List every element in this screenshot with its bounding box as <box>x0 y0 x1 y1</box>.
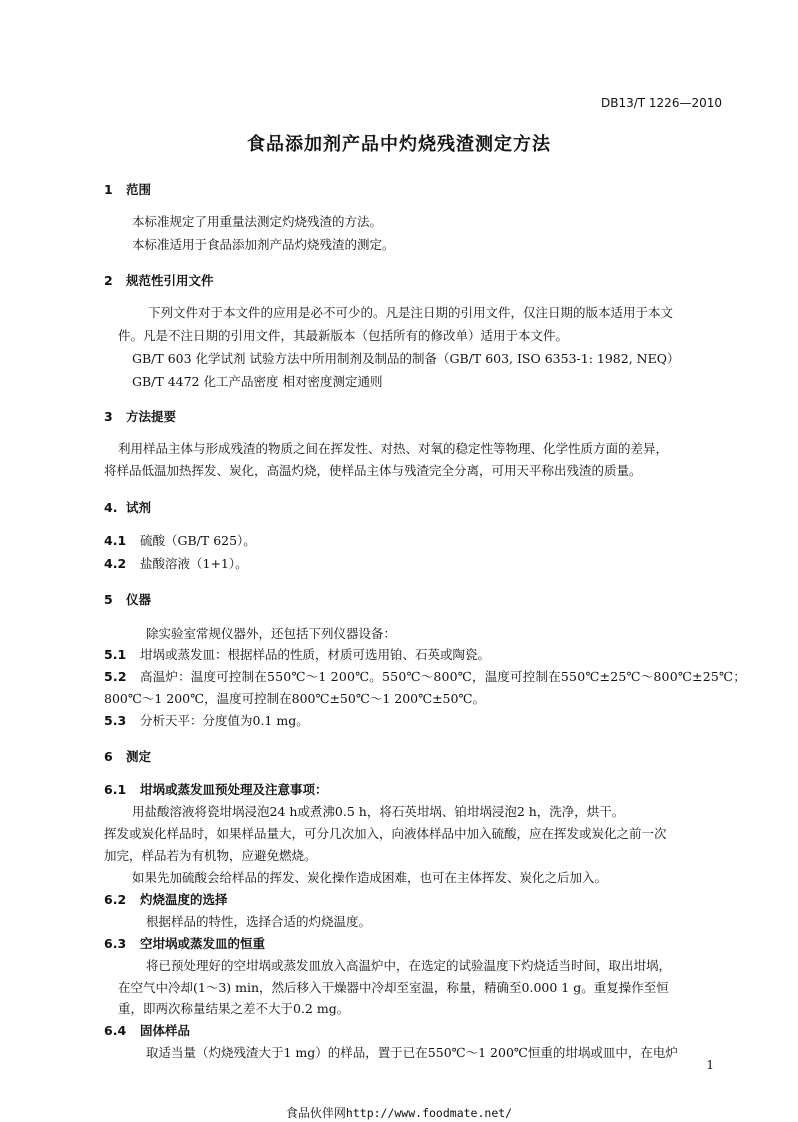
paragraph: 取适当量（灼烧残渣大于1 mg）的样品，置于已在550℃～1 200℃恒重的坩埚或皿中，在电炉 <box>146 1045 678 1060</box>
item-number: 5.2 <box>104 669 127 684</box>
item-number: 6.4 <box>104 1023 127 1038</box>
section-title: 仪器 <box>126 592 152 607</box>
paragraph: 用盐酸溶液将瓷坩埚浸泡24 h或煮沸0.5 h，将石英坩埚、铂坩埚浸泡2 h，洗净，烘干。 <box>132 804 625 819</box>
section-2-heading <box>104 271 214 289</box>
paragraph: 加完，样品若为有机物，应避免燃烧。 <box>104 848 317 863</box>
item-text: 坩埚或蒸发皿：根据样品的性质，材质可选用铂、石英或陶瓷。 <box>140 647 491 662</box>
section-6-heading <box>104 747 151 765</box>
paragraph: 重，即两次称量结果之差不大于0.2 mg。 <box>118 1001 350 1016</box>
reference-item: GB/T 603 化学试剂 试验方法中所用制剂及制品的制备（GB/T 603, ISO 6353-1: 1982, NEQ） <box>132 351 680 366</box>
subsection-title: 灼烧温度的选择 <box>140 892 228 907</box>
item-number: 5.3 <box>104 713 127 728</box>
reference-item: GB/T 4472 化工产品密度 相对密度测定通则 <box>132 374 383 389</box>
subsection-title: 固体样品 <box>140 1023 191 1038</box>
section-5-heading <box>104 590 151 608</box>
apparatus-item <box>104 667 746 685</box>
section-1-heading <box>104 180 151 198</box>
paragraph: 本标准适用于食品添加剂产品灼烧残渣的测定。 <box>132 237 395 252</box>
item-text: 盐酸溶液（1+1）。 <box>140 556 248 571</box>
section-title: 测定 <box>126 749 152 764</box>
section-title: 范围 <box>126 182 152 197</box>
paragraph: 如果先加硫酸会给样品的挥发、炭化操作造成困难，也可在主体挥发、炭化之后加入。 <box>132 870 608 885</box>
item-number: 5.1 <box>104 647 127 662</box>
document-title: 食品添加剂产品中灼烧残渣测定方法 <box>247 134 551 155</box>
subsection-heading <box>104 780 328 798</box>
subsection-heading <box>104 934 265 952</box>
section-number: 5 <box>104 592 113 607</box>
section-number: 4. <box>104 500 118 515</box>
footer-url-link[interactable]: http://www.foodmate.net/ <box>345 1106 513 1120</box>
section-3-heading <box>104 407 176 425</box>
paragraph: 根据样品的特性，选择合适的灼烧温度。 <box>146 914 372 929</box>
item-number: 4.2 <box>104 556 127 571</box>
section-number: 2 <box>104 273 113 288</box>
reagent-item <box>104 554 248 572</box>
paragraph: 将已预处理好的空坩埚或蒸发皿放入高温炉中，在选定的试验温度下灼烧适当时间，取出坩埚， <box>146 958 672 973</box>
reagent-item <box>104 531 256 549</box>
section-title: 规范性引用文件 <box>126 273 214 288</box>
footer-site-name: 食品伙伴网 <box>285 1106 346 1120</box>
section-number: 6 <box>104 749 113 764</box>
item-number: 6.2 <box>104 892 127 907</box>
item-text: 硫酸（GB/T 625）。 <box>140 533 256 548</box>
apparatus-item <box>104 645 490 663</box>
subsection-heading <box>104 890 228 908</box>
section-number: 1 <box>104 182 113 197</box>
paragraph: 800℃～1 200℃，温度可控制在800℃±50℃～1 200℃±50℃。 <box>104 691 485 706</box>
footer <box>0 1104 798 1121</box>
paragraph: 件。凡是不注日期的引用文件，其最新版本（包括所有的修改单）适用于本文件。 <box>118 328 569 343</box>
subsection-title: 空坩埚或蒸发皿的恒重 <box>140 936 266 951</box>
paragraph: 利用样品主体与形成残渣的物质之间在挥发性、对热、对氧的稳定性等物理、化学性质方面的差异， <box>118 441 669 456</box>
section-4-heading <box>104 498 151 516</box>
subsection-title: 坩埚或蒸发皿预处理及注意事项： <box>140 782 328 797</box>
section-title: 方法提要 <box>126 409 177 424</box>
page-number: 1 <box>706 1058 714 1072</box>
section-title: 试剂 <box>126 500 152 515</box>
item-number: 4.1 <box>104 533 127 548</box>
apparatus-item <box>104 711 309 729</box>
item-number: 6.3 <box>104 936 127 951</box>
paragraph: 在空气中冷却(1～3) min，然后移入干燥器中冷却至室温，称量，精确至0.000 1 g。重复操作至恒 <box>118 980 669 995</box>
item-text: 分析天平：分度值为0.1 mg。 <box>140 713 309 728</box>
paragraph: 本标准规定了用重量法测定灼烧残渣的方法。 <box>132 214 383 229</box>
paragraph: 将样品低温加热挥发、炭化，高温灼烧，使样品主体与残渣完全分离，可用天平称出残渣的质量。 <box>104 463 642 478</box>
subsection-heading <box>104 1021 190 1039</box>
paragraph: 除实验室常规仪器外，还包括下列仪器设备： <box>146 626 397 641</box>
paragraph: 挥发或炭化样品时，如果样品量大，可分几次加入，向液体样品中加入硫酸，应在挥发或炭化之前一次 <box>104 826 667 841</box>
paragraph: 下列文件对于本文件的应用是必不可少的。凡是注日期的引用文件，仅注日期的版本适用于本文 <box>148 305 674 320</box>
standard-code: DB13/T 1226—2010 <box>600 96 722 110</box>
item-text: 高温炉：温度可控制在550℃～1 200℃。550℃～800℃，温度可控制在550℃±25℃～800℃±25℃； <box>140 669 746 684</box>
section-number: 3 <box>104 409 113 424</box>
item-number: 6.1 <box>104 782 127 797</box>
